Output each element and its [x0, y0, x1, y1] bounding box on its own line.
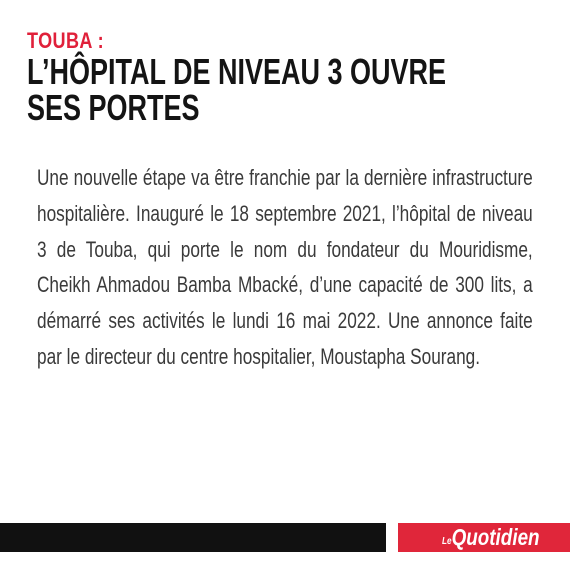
logo-wordmark: [442, 525, 540, 552]
logo-name: Quotidien: [451, 524, 540, 550]
footer-bar: [0, 523, 386, 552]
le-quotidien-logo: [398, 523, 570, 552]
logo-prefix: Le: [442, 536, 452, 547]
article-body: Une nouvelle étape va être franchie par la dernière infrastructure hospitalière. Inauguré le 18 septembre 2021, l’hôpital de niveau 3 de Touba, qui porte le nom du fondateur du Mouridisme, Cheikh Ahmadou Bamba Mbacké, d’une capacité de 300 lits, a démarré ses activités le lundi 16 mai 2022. Une annonce faite par le directeur du centre hospitalier, Moustapha Sourang.: [37, 165, 533, 369]
article-kicker: TOUBA :: [27, 28, 105, 53]
article-headline: L’HÔPITAL DE NIVEAU 3 OUVRE SES PORTES: [27, 51, 447, 128]
